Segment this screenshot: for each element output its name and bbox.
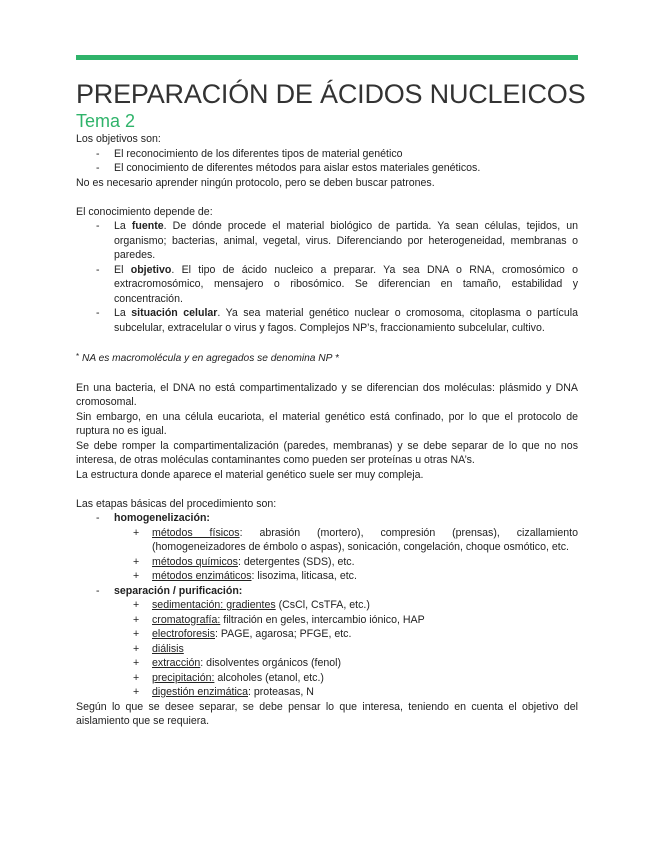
term-underlined: métodos físicos — [152, 526, 240, 539]
sub-item: + diálisis — [133, 642, 184, 655]
paragraph: En una bacteria, el DNA no está compartimentalizado y se diferencian dos moléculas: plásmido y DNA cromosomal. — [76, 381, 578, 408]
objetivos-list — [76, 147, 578, 176]
list-item: - La situación celular. Ya sea material genético nuclear o cromosoma, citoplasma o partícula subcelular, extracelular o virus y fagos. Complejos NP’s, fraccionamiento subcelular, cultivo. — [76, 306, 578, 335]
sub-item: + precipitación: alcoholes (etanol, etc.) — [133, 671, 324, 684]
etapa-sublist — [114, 526, 578, 584]
list-item: - El reconocimiento de los diferentes tipos de material genético — [76, 147, 578, 162]
note-text: * NA es macromolécula y en agregados se denomina NP * — [76, 351, 339, 364]
term-underlined: diálisis — [152, 642, 184, 655]
conocimiento-list — [76, 219, 578, 335]
paragraph: La estructura donde aparece el material genético suele ser muy compleja. — [76, 468, 424, 481]
sub-item: + métodos químicos: detergentes (SDS), etc. — [133, 555, 355, 568]
term-underlined: precipitación: — [152, 671, 215, 684]
page-title: PREPARACIÓN DE ÁCIDOS NUCLEICOS — [76, 79, 586, 109]
sub-item: + métodos físicos: abrasión (mortero), compresión (prensas), cizallamiento (homogeneizadores de émbolo o aspas), sonicación, congelación, choque osmótico, etc. — [133, 526, 578, 553]
etapas-list — [76, 511, 578, 700]
list-item: - El conocimiento de diferentes métodos para aislar estos materiales genéticos. — [76, 161, 578, 176]
objetivos-intro: Los objetivos son: — [76, 133, 161, 145]
term-underlined: métodos químicos — [152, 555, 238, 568]
etapas-intro: Las etapas básicas del procedimiento son: — [76, 497, 277, 510]
etapa-separacion — [76, 584, 578, 700]
term-underlined: cromatografía: — [152, 613, 221, 626]
list-item: - La fuente. De dónde procede el material biológico de partida. Ya sean células, tejidos, un organismo; bacterias, animal, vegetal, virus. Diferenciando por heterogeneidad, membranas o paredes. — [76, 219, 578, 263]
sub-item: + extracción: disolventes orgánicos (fenol) — [133, 657, 342, 669]
conocimiento-intro: El conocimiento depende de: — [76, 205, 213, 218]
term-bold: situación celular — [131, 307, 218, 319]
term-underlined: electroforesis — [152, 628, 215, 640]
etapa-title: separación / purificación: — [114, 584, 243, 597]
term-bold: objetivo — [130, 263, 172, 276]
header-rule — [76, 55, 578, 60]
document-body — [76, 78, 586, 729]
etapa-sublist — [114, 598, 578, 700]
page-subtitle: Tema 2 — [76, 111, 136, 131]
sub-item: + cromatografía: filtración en geles, intercambio iónico, HAP — [133, 613, 425, 626]
sub-item: + digestión enzimática: proteasas, N — [133, 686, 314, 698]
sub-item: + métodos enzimáticos: lisozima, liticasa, etc. — [133, 570, 357, 582]
paragraph: Se debe romper la compartimentalización (paredes, membranas) y se debe separar de lo que no nos interesa, de otras moléculas contaminantes como pueden ser proteínas u otras NA’s. — [76, 439, 578, 466]
paragraph: Sin embargo, en una célula eucariota, el material genético está confinado, por lo que el protocolo de ruptura no es igual. — [76, 410, 578, 437]
no-protocolo-text: No es necesario aprender ningún protocolo, pero se deben buscar patrones. — [76, 176, 435, 189]
etapa-title: homogenelización: — [114, 512, 210, 524]
sub-item: + sedimentación: gradientes (CsCl, CsTFA, etc.) — [133, 599, 370, 611]
term-bold: fuente — [131, 220, 164, 232]
term-underlined: sedimentación: gradientes — [152, 599, 276, 611]
term-underlined: métodos enzimáticos — [152, 570, 252, 582]
sub-item: + electroforesis: PAGE, agarosa; PFGE, etc. — [133, 628, 352, 640]
list-item: - El objetivo. El tipo de ácido nucleico a preparar. Ya sea DNA o RNA, cromosómico o extracromosómico, mensajero o ribosómico. Se diferencian en tamaño, estabilidad y concentración. — [76, 263, 578, 307]
closing-paragraph: Según lo que se desee separar, se debe pensar lo que interesa, teniendo en cuenta el objetivo del aislamiento que se requiera. — [76, 700, 578, 727]
etapa-homogenelizacion — [76, 511, 578, 584]
term-underlined: digestión enzimática — [152, 686, 248, 698]
term-underlined: extracción — [152, 657, 201, 669]
